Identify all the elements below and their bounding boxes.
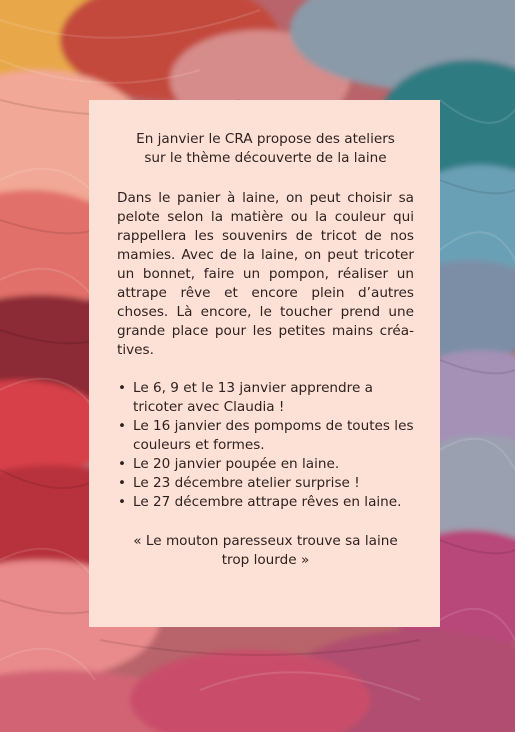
event-text: Le 16 janvier des pompoms de toutes les couleurs et formes. (133, 418, 414, 453)
event-text: Le 27 décembre attrape rêves en laine. (133, 494, 402, 510)
quote-line-2: trop lourde » (221, 552, 310, 568)
closing-quote (117, 532, 414, 570)
card-title-line-2: sur le thème découverte de la laine (144, 150, 387, 166)
event-item (117, 379, 414, 417)
intro-paragraph: Dans le panier à laine, on peut choisir sa pelote selon la matière ou la couleur qui rappellera les souvenirs de tricot de nos mamies. Avec de la laine, on peut tricoter un bonnet, faire un pompon, réaliser un attrape rêve et encore plein d’autres choses. Là encore, le toucher prend une grande place pour les petites mains créatives. (117, 190, 414, 358)
bullet-icon: • (118, 418, 127, 434)
event-item (117, 493, 414, 512)
event-list (117, 379, 414, 512)
card-title-line-1: En janvier le CRA propose des ateliers (136, 131, 395, 147)
event-item (117, 455, 414, 474)
event-text: Le 20 janvier poupée en laine. (133, 456, 340, 472)
workshop-info-card (89, 100, 440, 627)
event-item (117, 417, 414, 455)
bullet-icon: • (118, 380, 127, 396)
event-text: Le 6, 9 et le 13 janvier apprendre a tricoter avec Claudia ! (133, 380, 373, 415)
bullet-icon: • (118, 456, 127, 472)
quote-line-1: « Le mouton paresseux trouve sa laine (133, 533, 398, 549)
card-title (117, 130, 414, 168)
bullet-icon: • (118, 494, 127, 510)
event-item (117, 474, 414, 493)
event-text: Le 23 décembre atelier surprise ! (133, 475, 360, 491)
bullet-icon: • (118, 475, 127, 491)
